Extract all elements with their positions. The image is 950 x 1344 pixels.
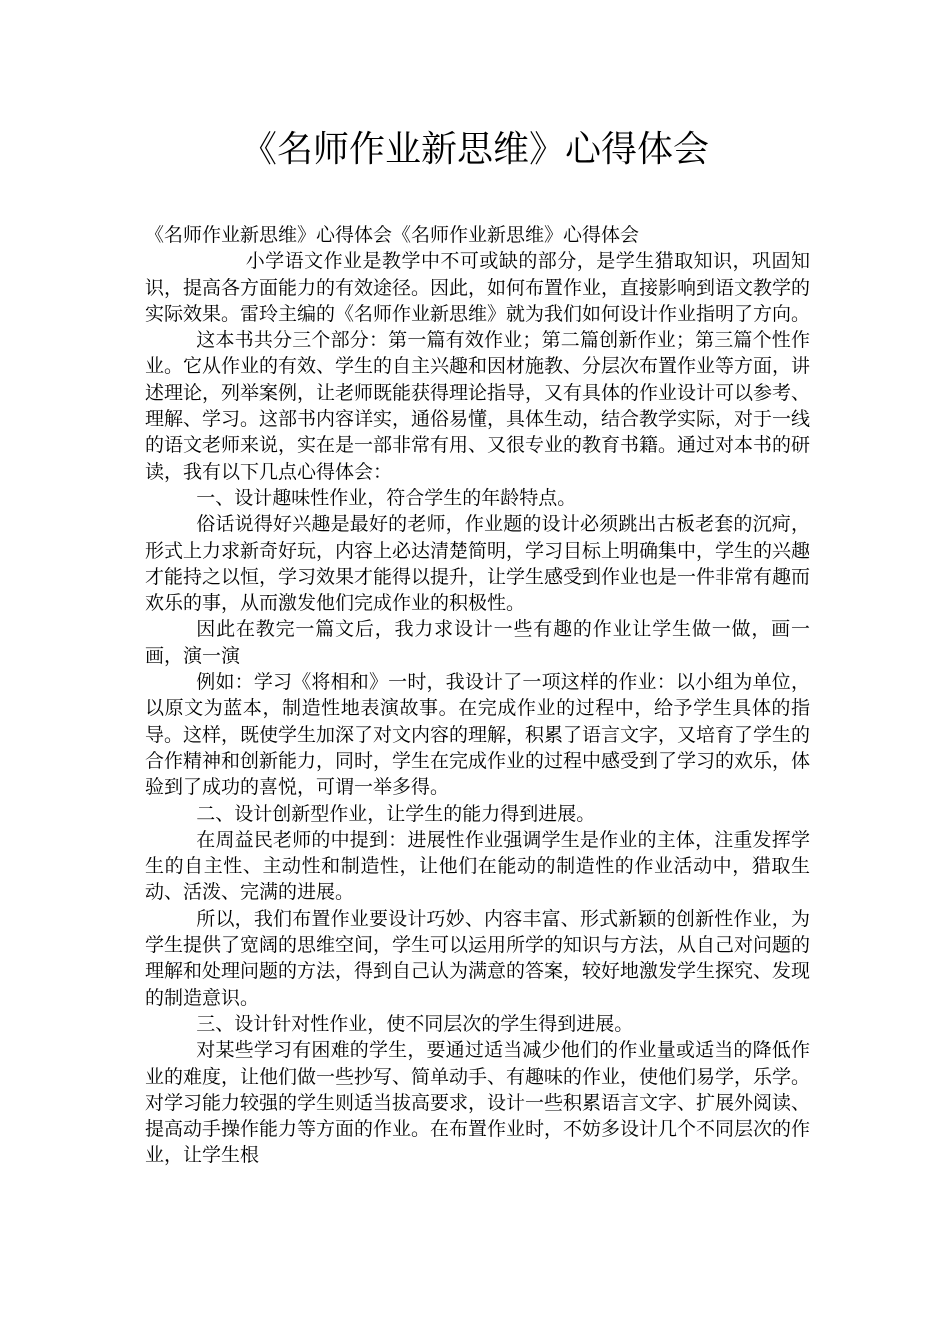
document-body [145,222,810,1169]
paragraph-intro: 小学语文作业是教学中不可或缺的部分，是学生猎取知识，巩固知识，提高各方面能力的有效途径。因此，如何布置作业，直接影响到语文教学的实际效果。雷玲主编的《名师作业新思维》就为我们如何设计作业指明了方向。 [145,250,811,325]
section-heading-2: 二、设计创新型作业，让学生的能力得到进展。 [196,802,596,825]
section-heading-1: 一、设计趣味性作业，符合学生的年龄特点。 [196,486,577,509]
document-title: 《名师作业新思维》心得体会 [240,129,709,170]
header-line: 《名师作业新思维》心得体会《名师作业新思维》心得体会 [145,224,640,246]
section-heading-3: 三、设计针对性作业，使不同层次的学生得到进展。 [196,1012,634,1035]
paragraph: 因此在教完一篇文后，我力求设计一些有趣的作业让学生做一做，画一画，演一演 [145,618,810,667]
paragraph: 例如：学习《将相和》一时，我设计了一项这样的作业：以小组为单位，以原文为蓝本，制造性地表演故事。在完成作业的过程中，给予学生具体的指导。这样，既使学生加深了对文内容的理解，积累了语言文字，又培育了学生的合作精神和创新能力，同时，学生在完成作业的过程中感受到了学习的欢乐，体验到了成功的喜悦，可谓一举多得。 [145,671,811,799]
paragraph-structure: 这本书共分三个部分：第一篇有效作业；第二篇创新作业；第三篇个性作业。它从作业的有效、学生的自主兴趣和因材施教、分层次布置作业等方面，讲述理论，列举案例，让老师既能获得理论指导，又有具体的作业设计可以参考、理解、学习。这部书内容详实，通俗易懂，具体生动，结合教学实际，对于一线的语文老师来说，实在是一部非常有用、又很专业的教育书籍。通过对本书的研读，我有以下几点心得体会： [145,329,811,483]
paragraph: 所以，我们布置作业要设计巧妙、内容丰富、形式新颖的创新性作业，为学生提供了宽阔的思维空间，学生可以运用所学的知识与方法，从自己对问题的理解和处理问题的方法，得到自己认为满意的答案，较好地激发学生探究、发现的制造意识。 [145,907,811,1009]
paragraph: 在周益民老师的中提到：进展性作业强调学生是作业的主体，注重发挥学生的自主性、主动性和制造性，让他们在能动的制造性的作业活动中，猎取生动、活泼、完满的进展。 [145,828,810,904]
paragraph: 对某些学习有困难的学生，要通过适当减少他们的作业量或适当的降低作业的难度，让他们做一些抄写、简单动手、有趣味的作业，使他们易学，乐学。对学习能力较强的学生则适当拔高要求，设计一些积累语言文字、扩展外阅读、提高动手操作能力等方面的作业。在布置作业时，不妨多设计几个不同层次的作业，让学生根 [145,1039,811,1167]
paragraph: 俗话说得好兴趣是最好的老师，作业题的设计必须跳出古板老套的沉疴，形式上力求新奇好玩，内容上必达清楚简明，学习目标上明确集中，学生的兴趣才能持之以恒，学习效果才能得以提升，让学生感受到作业也是一件非常有趣而欢乐的事，从而激发他们完成作业的积极性。 [145,513,811,615]
